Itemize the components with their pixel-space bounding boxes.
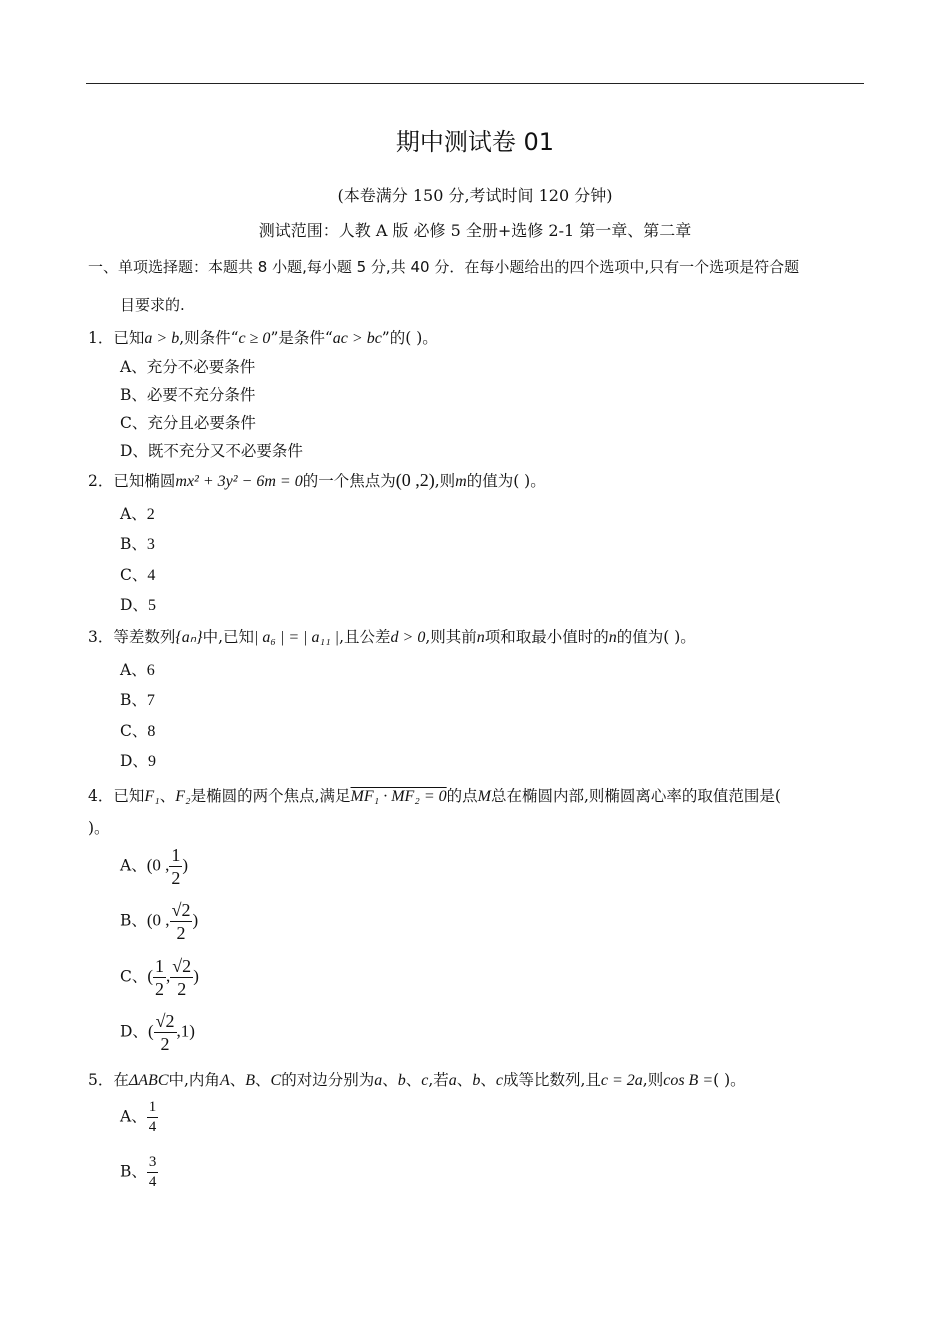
- fraction: $\frac{√2}{2}$: [155, 1011, 175, 1054]
- option-d: D、既不充分又不必要条件: [120, 442, 303, 460]
- fraction: $\frac{1}{4}$: [148, 1099, 157, 1135]
- math: | a₆ | = | a₁₁ |: [254, 629, 340, 646]
- question-number: 3．: [88, 628, 114, 646]
- subtitle: (本卷满分 150 分,考试时间 120 分钟): [337, 186, 613, 205]
- question-number: 1．: [88, 329, 114, 347]
- fraction: $\frac{√2}{2}$: [172, 956, 192, 999]
- math: ΔABC: [128, 1072, 169, 1089]
- option-b: B、(0 , $\frac{√2}{2}$ ): [120, 900, 199, 943]
- math: F₂: [175, 788, 191, 805]
- option-b: B、必要不充分条件: [120, 386, 256, 404]
- math: n: [608, 629, 617, 646]
- option-d: D、9: [120, 752, 156, 770]
- option-a: A、充分不必要条件: [120, 358, 256, 376]
- math: {aₙ}: [175, 629, 203, 646]
- option-d: D、( $\frac{√2}{2}$ ,1): [120, 1011, 195, 1054]
- option-a: A、6: [120, 661, 155, 679]
- math: n: [476, 629, 485, 646]
- math: (0 ,2): [395, 470, 435, 490]
- question-4: 4．已知F₁、F₂是椭圆的两个焦点,满足MF₁ · MF₂ = 0的点M总在椭圆内部,则椭圆离心率的取值范围是(: [88, 787, 781, 805]
- section-heading-cont: 目要求的.: [120, 296, 185, 314]
- option-c: C、充分且必要条件: [120, 414, 256, 432]
- option-d: D、5: [120, 596, 156, 614]
- option-b: B、7: [120, 691, 155, 709]
- math: a > b: [144, 330, 180, 347]
- math: m: [455, 473, 467, 490]
- section-heading: 一、单项选择题：本题共 8 小题,每小题 5 分,共 40 分．在每小题给出的四个选项中,只有一个选项是符合题: [88, 258, 800, 276]
- question-number: 2．: [88, 472, 114, 490]
- test-scope: 测试范围：人教 A 版 必修 5 全册+选修 2-1 第一章、第二章: [258, 221, 692, 240]
- option-c: C、( $\frac{1}{2}$ , $\frac{√2}{2}$ ): [120, 956, 199, 999]
- question-number: 5．: [88, 1071, 114, 1089]
- fraction: $\frac{1}{2}$: [155, 956, 165, 999]
- question-number: 4．: [88, 787, 114, 805]
- math: d > 0: [390, 629, 426, 646]
- fraction: $\frac{3}{4}$: [148, 1154, 157, 1190]
- math: c ≥ 0: [238, 330, 271, 347]
- question-2: 2．已知椭圆mx² + 3y² − 6m = 0的一个焦点为(0 ,2),则m的值为( )。: [88, 470, 546, 490]
- math: ac > bc: [332, 330, 382, 347]
- math: MF₁ · MF₂ = 0: [350, 788, 447, 805]
- option-c: C、8: [120, 722, 156, 740]
- option-c: C、4: [120, 566, 156, 584]
- question-3: 3．等差数列{aₙ}中,已知| a₆ | = | a₁₁ |,且公差d > 0,则其前n项和取最小值时的n的值为( )。: [88, 628, 696, 646]
- math: mx² + 3y² − 6m = 0: [175, 473, 303, 490]
- math: M: [477, 788, 491, 805]
- option-a: A、2: [120, 505, 155, 523]
- option-b: B、 $\frac{3}{4}$: [120, 1154, 157, 1190]
- option-a: A、 $\frac{1}{4}$: [120, 1099, 157, 1135]
- math: cos B =: [663, 1072, 714, 1089]
- question-5: 5．在ΔABC中,内角A、B、C的对边分别为a、b、c,若a、b、c成等比数列,且c = 2a,则cos B =( )。: [88, 1071, 746, 1089]
- question-4-cont: )。: [88, 819, 110, 837]
- math: c = 2a: [600, 1072, 643, 1089]
- math: F₁: [144, 788, 160, 805]
- page-title: 期中测试卷 01: [395, 128, 555, 156]
- fraction: $\frac{√2}{2}$: [171, 900, 191, 943]
- fraction: $\frac{1}{2}$: [171, 845, 181, 888]
- header-rule: [86, 83, 864, 84]
- option-b: B、3: [120, 535, 155, 553]
- question-1: 1．已知a > b,则条件“c ≥ 0”是条件“ac > bc”的( )。: [88, 329, 438, 347]
- option-a: A、(0 , $\frac{1}{2}$ ): [120, 845, 189, 888]
